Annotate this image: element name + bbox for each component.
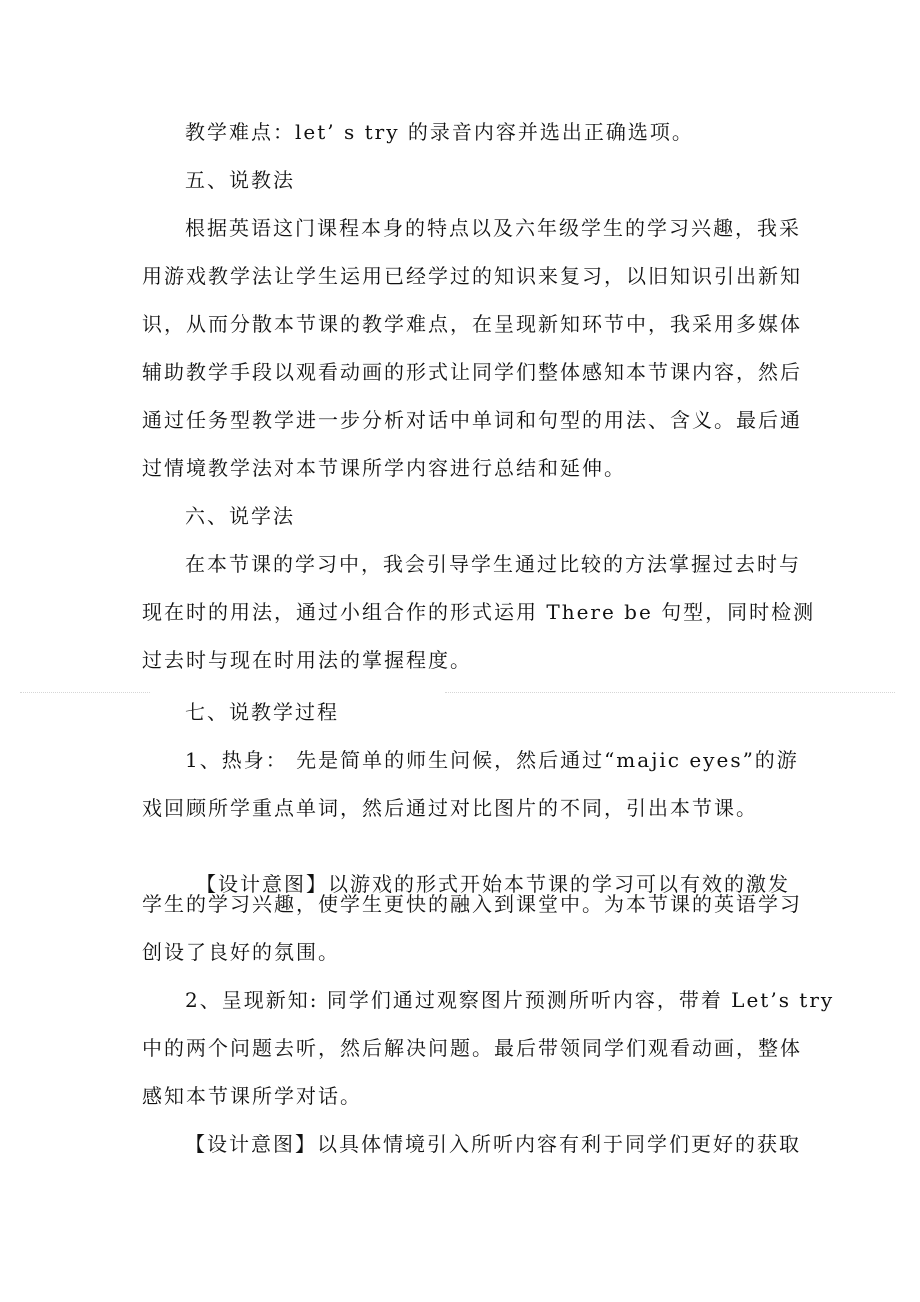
paragraph-line: 学生的学习兴趣，使学生更快的融入到课堂中。为本节课的英语学习 [142, 892, 802, 916]
paragraph-line: 创设了良好的氛围。 [142, 940, 340, 964]
paragraph-line: 感知本节课所学对话。 [142, 1084, 362, 1108]
section-heading-teaching-methods: 五、说教法 [185, 168, 295, 192]
design-intent-line: 【设计意图】以游戏的形式开始本节课的学习可以有效的激发 [196, 872, 790, 896]
paragraph-line: 通过任务型教学进一步分析对话中单词和句型的用法、含义。最后通 [142, 408, 802, 432]
paragraph-line: 在本节课的学习中，我会引导学生通过比较的方法掌握过去时与 [185, 552, 801, 576]
paragraph-line: 用游戏教学法让学生运用已经学过的知识来复习，以旧知识引出新知 [142, 264, 802, 288]
paragraph-line: 根据英语这门课程本身的特点以及六年级学生的学习兴趣，我采 [185, 216, 801, 240]
paragraph-line: 中的两个问题去听，然后解决问题。最后带领同学们观看动画，整体 [142, 1036, 802, 1060]
paragraph-line: 1、热身： 先是简单的师生问候，然后通过“majic eyes”的游 [185, 748, 799, 772]
section-heading-teaching-process: 七、说教学过程 [185, 700, 339, 724]
paragraph-line: 戏回顾所学重点单词，然后通过对比图片的不同，引出本节课。 [142, 796, 758, 820]
teaching-difficulty-line: 教学难点：let’ s try 的录音内容并选出正确选项。 [185, 120, 694, 144]
page-break-marker-right [445, 692, 895, 693]
page-break-marker-left [20, 692, 150, 693]
paragraph-line: 识，从而分散本节课的教学难点，在呈现新知环节中，我采用多媒体 [142, 312, 802, 336]
paragraph-line: 2、呈现新知: 同学们通过观察图片预测所听内容，带着 Let’s try [185, 988, 835, 1012]
section-heading-learning-methods: 六、说学法 [185, 504, 295, 528]
paragraph-line: 现在时的用法，通过小组合作的形式运用 There be 句型，同时检测 [142, 600, 816, 624]
design-intent-line: 【设计意图】以具体情境引入所听内容有利于同学们更好的获取 [185, 1132, 801, 1156]
paragraph-line: 过去时与现在时用法的掌握程度。 [142, 648, 472, 672]
paragraph-line: 过情境教学法对本节课所学内容进行总结和延伸。 [142, 456, 626, 480]
paragraph-line: 辅助教学手段以观看动画的形式让同学们整体感知本节课内容，然后 [142, 360, 802, 384]
